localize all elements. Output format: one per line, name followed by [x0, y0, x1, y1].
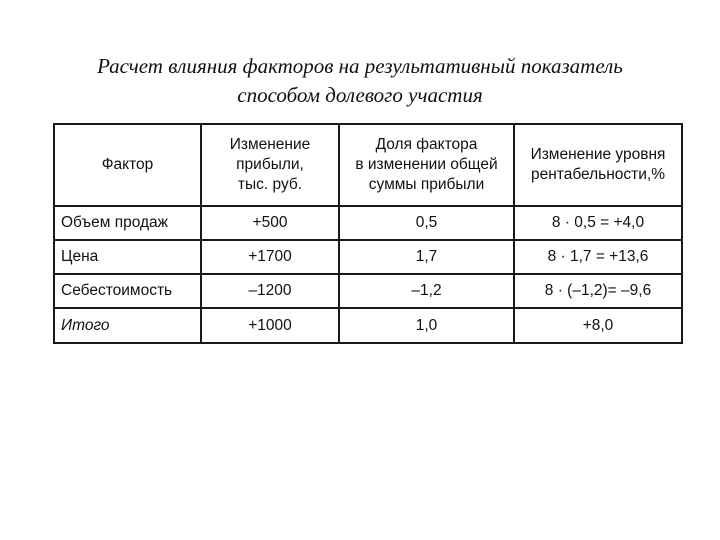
table-header-row [54, 124, 682, 206]
table-total-row [54, 308, 682, 343]
table-row [54, 274, 682, 308]
header-rentability-change: Изменение уровня рентабельности,% [514, 124, 682, 206]
cell-profit-change: +1700 [201, 240, 339, 274]
cell-factor: Себестоимость [54, 274, 201, 308]
title-line-1: Расчет влияния факторов на результативный показатель [97, 54, 623, 78]
cell-total-share: 1,0 [339, 308, 514, 343]
header-factor: Фактор [54, 124, 201, 206]
cell-share: –1,2 [339, 274, 514, 308]
header-factor-share: Доля фактора в изменении общей суммы прибыли [339, 124, 514, 206]
cell-rentability-change: 8 · (–1,2)= –9,6 [514, 274, 682, 308]
cell-rentability-change: 8 · 1,7 = +13,6 [514, 240, 682, 274]
cell-rentability-change: 8 · 0,5 = +4,0 [514, 206, 682, 240]
cell-total-rentability-change: +8,0 [514, 308, 682, 343]
cell-profit-change: +500 [201, 206, 339, 240]
title-line-2: способом долевого участия [237, 83, 483, 107]
cell-factor: Цена [54, 240, 201, 274]
document-title [0, 52, 720, 110]
table-row [54, 240, 682, 274]
cell-share: 1,7 [339, 240, 514, 274]
header-profit-change: Изменение прибыли, тыс. руб. [201, 124, 339, 206]
cell-total-profit-change: +1000 [201, 308, 339, 343]
factor-table [53, 123, 683, 344]
cell-factor: Объем продаж [54, 206, 201, 240]
cell-profit-change: –1200 [201, 274, 339, 308]
table-row [54, 206, 682, 240]
cell-total-label: Итого [54, 308, 201, 343]
cell-share: 0,5 [339, 206, 514, 240]
